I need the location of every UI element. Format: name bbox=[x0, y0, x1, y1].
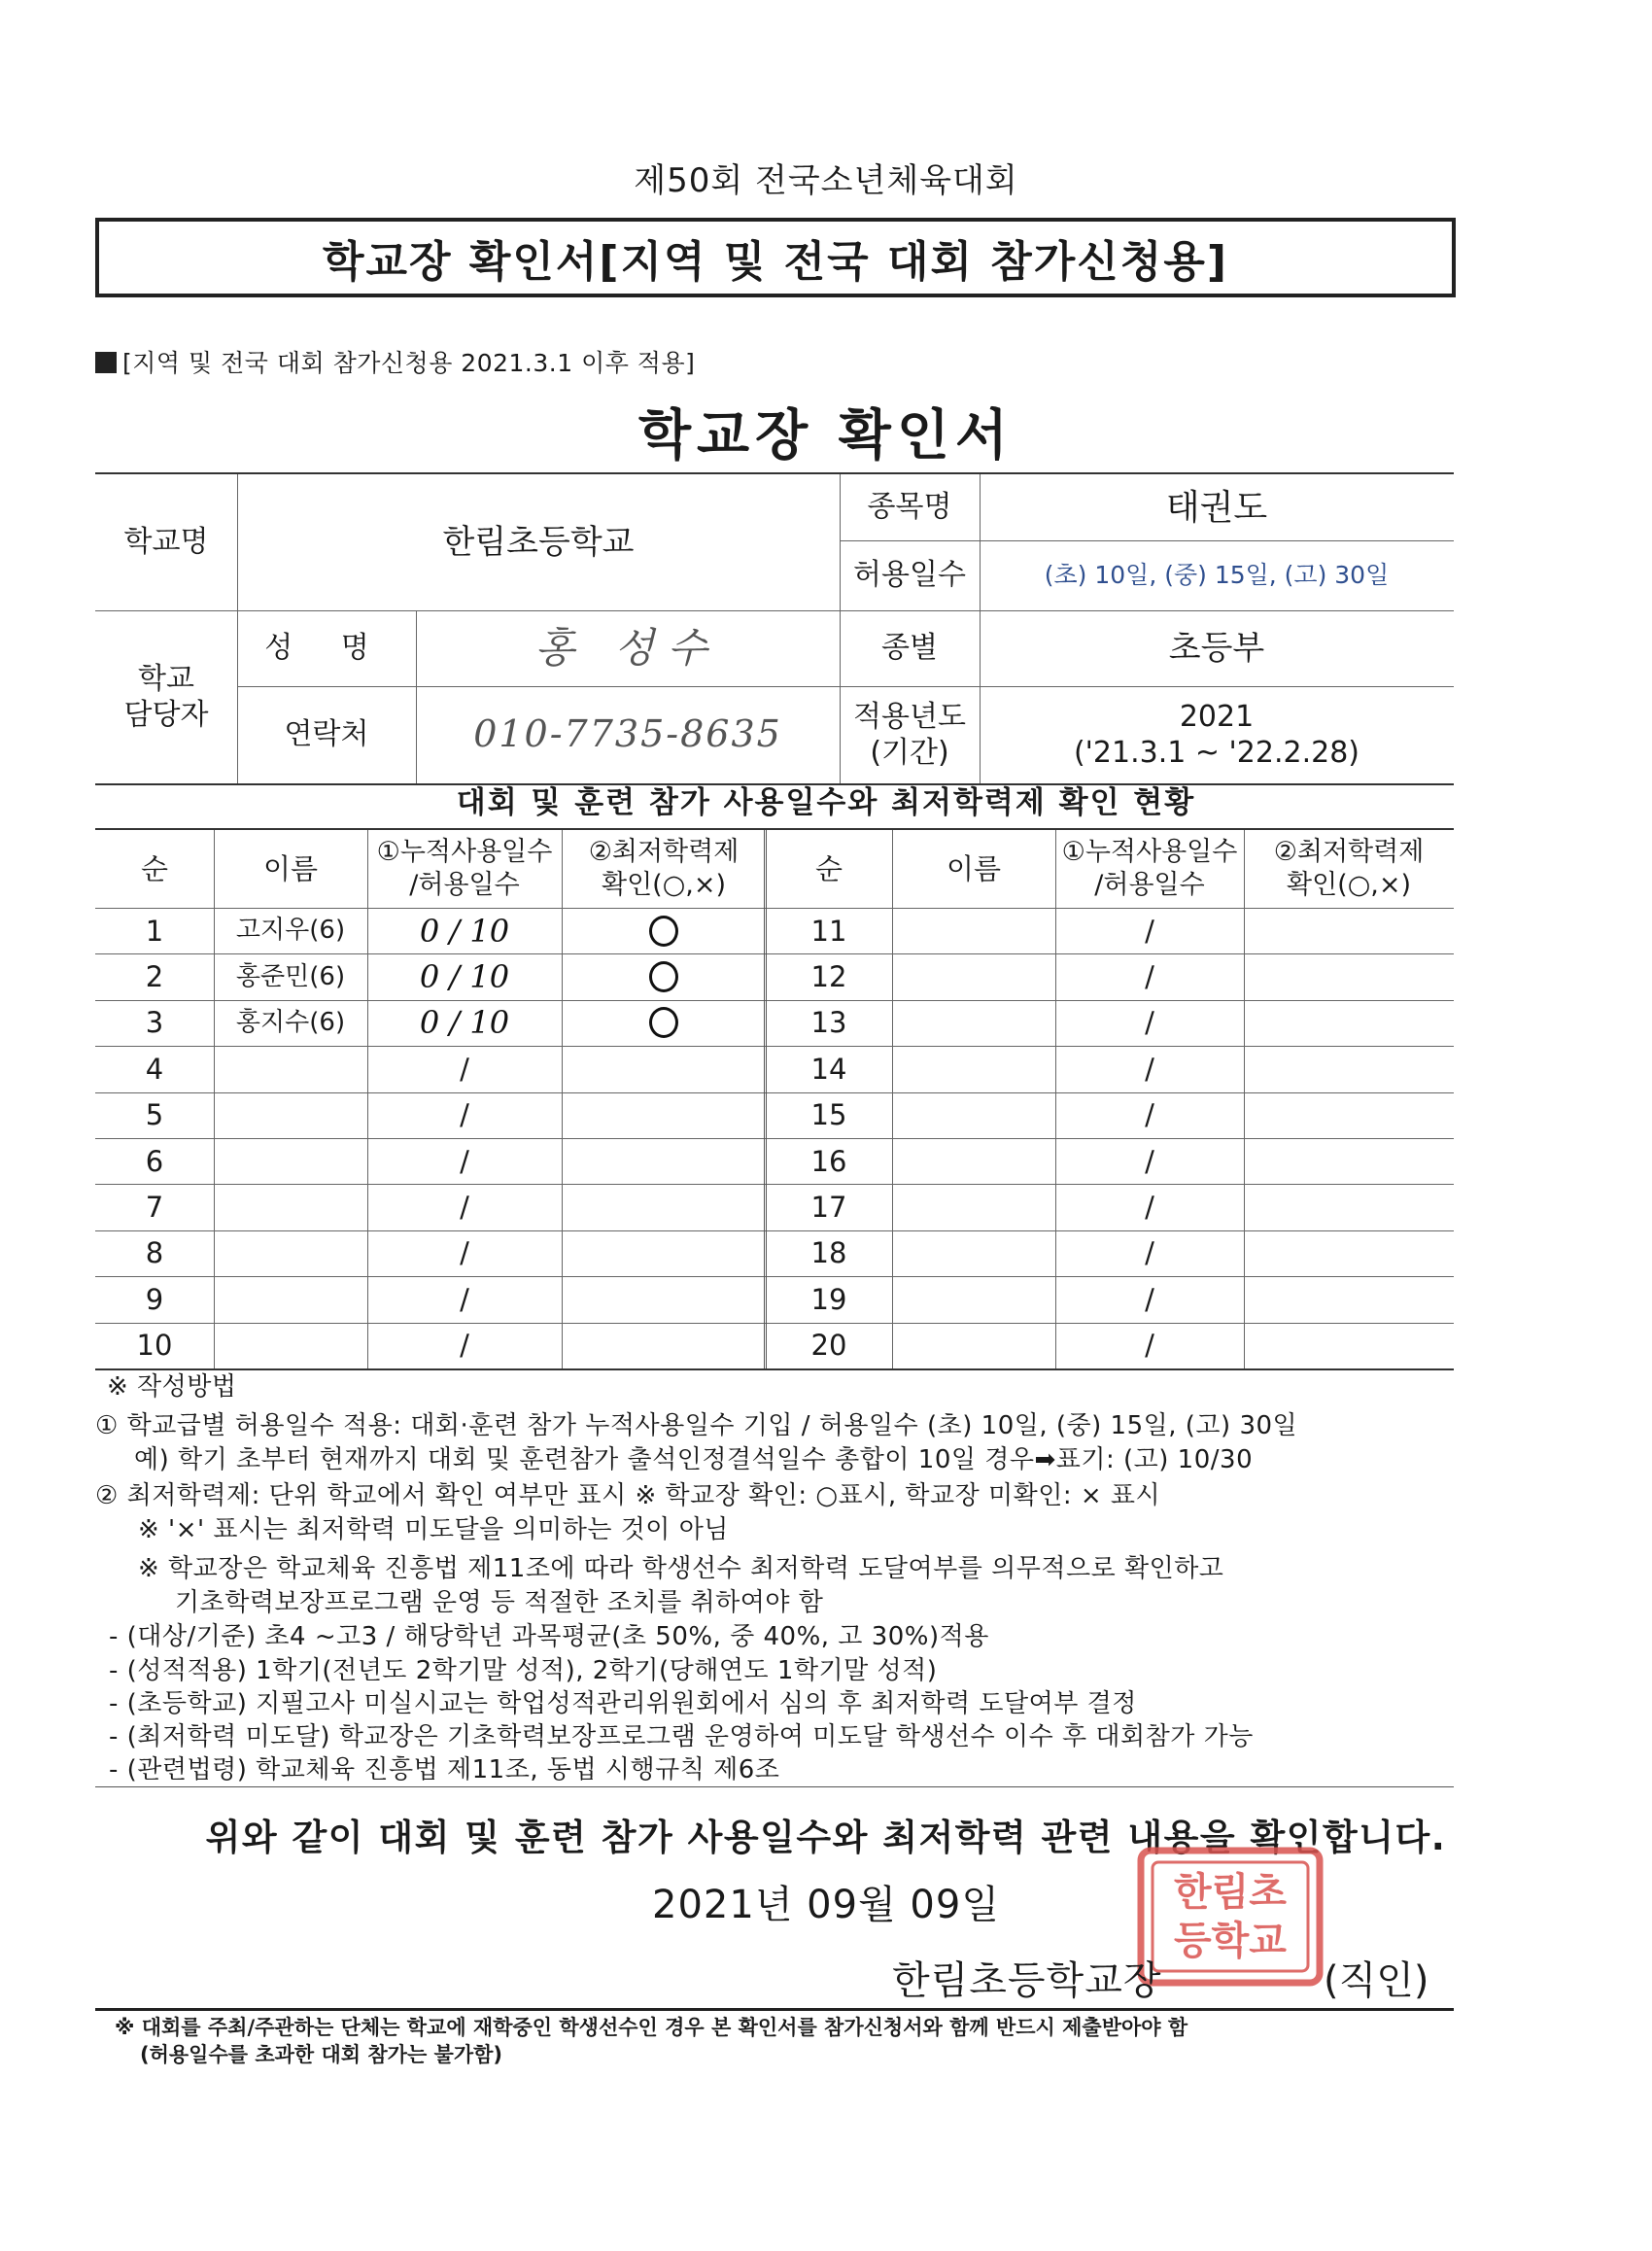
student-name bbox=[892, 1323, 1055, 1368]
minimum-academic-check bbox=[1244, 1092, 1454, 1138]
minimum-academic-check bbox=[562, 1092, 766, 1138]
days-used-allowed: / bbox=[1145, 1144, 1154, 1178]
student-name bbox=[892, 1184, 1055, 1229]
row-number: 12 bbox=[810, 959, 847, 993]
col-check-left-line1: ②최저학력제 bbox=[588, 837, 740, 868]
student-name bbox=[892, 1000, 1055, 1046]
minimum-academic-check bbox=[562, 1323, 766, 1368]
svg-text:등학교: 등학교 bbox=[1174, 1919, 1287, 1963]
row-number: 18 bbox=[810, 1236, 847, 1270]
days-used-allowed: 0 / 10 bbox=[419, 912, 510, 950]
square-bullet-icon bbox=[95, 352, 117, 373]
col-check-left-line2: 확인(○,×) bbox=[602, 870, 726, 900]
row-number: 10 bbox=[136, 1329, 173, 1363]
days-used-allowed: / bbox=[460, 1098, 469, 1132]
minimum-academic-check bbox=[1244, 1138, 1454, 1184]
minimum-academic-check bbox=[562, 1046, 766, 1091]
year-label-line2: (기간) bbox=[870, 736, 949, 770]
days-used-allowed: / bbox=[460, 1329, 469, 1363]
staff-label-line2: 담당자 bbox=[123, 698, 209, 732]
student-name bbox=[214, 1184, 367, 1229]
col-days-left-line1: ①누적사용일수 bbox=[376, 837, 553, 868]
minimum-academic-check bbox=[562, 1184, 766, 1229]
days-used-allowed: / bbox=[1145, 959, 1154, 993]
minimum-academic-check bbox=[1244, 953, 1454, 999]
row-number: 11 bbox=[810, 914, 847, 948]
main-title: 학교장 확인서 bbox=[637, 404, 1015, 468]
student-name: 고지우(6) bbox=[235, 916, 346, 946]
circle-mark-icon bbox=[649, 1007, 678, 1038]
col-name-right: 이름 bbox=[946, 851, 1002, 885]
name-value: 홍 성수 bbox=[534, 623, 721, 672]
instruction-line-11: - (관련법령) 학교체육 진흥법 제11조, 동법 시행규칙 제6조 bbox=[109, 1755, 780, 1784]
student-name bbox=[892, 1138, 1055, 1184]
days-used-allowed: / bbox=[1145, 1329, 1154, 1363]
staff-label bbox=[95, 610, 237, 783]
row-number: 3 bbox=[145, 1006, 164, 1040]
apply-note-text: [지역 및 전국 대회 참가신청용 2021.3.1 이후 적용] bbox=[122, 349, 696, 377]
days-used-allowed: / bbox=[460, 1282, 469, 1316]
days-used-allowed: / bbox=[1145, 1190, 1154, 1224]
document-title-box bbox=[95, 218, 1456, 297]
footer-note bbox=[115, 2014, 1475, 2069]
principal-name: 한림초등학교장 bbox=[892, 1958, 1162, 2003]
days-used-allowed: 0 / 10 bbox=[419, 958, 510, 996]
col-name-left: 이름 bbox=[262, 851, 319, 885]
allowed-days-label: 허용일수 bbox=[853, 558, 966, 593]
allowed-days-value: (초) 10일, (중) 15일, (고) 30일 bbox=[1044, 561, 1390, 590]
minimum-academic-check bbox=[1244, 1184, 1454, 1229]
days-used-allowed: / bbox=[460, 1052, 469, 1086]
minimum-academic-check bbox=[1244, 908, 1454, 953]
row-number: 14 bbox=[810, 1052, 847, 1086]
minimum-academic-check bbox=[562, 953, 766, 999]
row-number: 7 bbox=[145, 1190, 164, 1224]
col-days-right-line1: ①누적사용일수 bbox=[1061, 837, 1238, 868]
row-number: 4 bbox=[145, 1052, 164, 1086]
days-used-allowed: 0 / 10 bbox=[419, 1004, 510, 1042]
row-number: 15 bbox=[810, 1098, 847, 1132]
year-value bbox=[980, 686, 1454, 783]
col-days-right bbox=[1055, 830, 1244, 908]
col-check-left bbox=[562, 830, 766, 908]
col-no-right: 순 bbox=[814, 851, 843, 885]
instruction-line-10: - (최저학력 미도달) 학교장은 기초학력보장프로그램 운영하여 미도달 학생선수 이수 후 대회참가 가능 bbox=[109, 1722, 1254, 1751]
col-check-right bbox=[1244, 830, 1454, 908]
minimum-academic-check bbox=[1244, 1323, 1454, 1368]
row-number: 2 bbox=[145, 959, 164, 993]
student-name bbox=[214, 1323, 367, 1368]
document-title: 학교장 확인서[지역 및 전국 대회 참가신청용] bbox=[323, 237, 1228, 287]
division-value: 초등부 bbox=[1168, 628, 1265, 668]
instruction-line-5: ※ 학교장은 학교체육 진흥법 제11조에 따라 학생선수 최저학력 도달여부를 의무적으로 확인하고 bbox=[138, 1554, 1224, 1583]
student-name bbox=[892, 1230, 1055, 1276]
instruction-line-7: - (대상/기준) 초4 ~고3 / 해당학년 과목평균(초 50%, 중 40%, 고 30%)적용 bbox=[109, 1622, 989, 1651]
name-label: 성 명 bbox=[264, 631, 389, 666]
apply-note bbox=[95, 344, 695, 379]
row-number: 6 bbox=[145, 1144, 164, 1178]
year-label-line1: 적용년도 bbox=[853, 699, 966, 734]
col-days-right-line2: /허용일수 bbox=[1094, 870, 1205, 900]
footer-divider bbox=[95, 2008, 1454, 2011]
student-name: 홍준민(6) bbox=[235, 961, 346, 991]
footer-line-1: ※ 대회를 주최/주관하는 단체는 학교에 재학중인 학생선수인 경우 본 확인서를 참가신청서와 함께 반드시 제출받아야 함 bbox=[115, 2016, 1188, 2039]
year-value-line2: ('21.3.1 ~ '22.2.28) bbox=[1073, 736, 1360, 770]
issue-date: 2021년 09월 09일 bbox=[652, 1883, 1000, 1927]
sport-value: 태권도 bbox=[1165, 487, 1268, 528]
confirmation-statement: 위와 같이 대회 및 훈련 참가 사용일수와 최저학력 관련 내용을 확인합니다. bbox=[205, 1817, 1447, 1858]
days-used-allowed: / bbox=[1145, 1098, 1154, 1132]
row-number: 8 bbox=[145, 1236, 164, 1270]
row-number: 19 bbox=[810, 1282, 847, 1316]
instruction-line-4: ※ '×' 표시는 최저학력 미도달을 의미하는 것이 아님 bbox=[138, 1515, 729, 1544]
student-name bbox=[214, 1092, 367, 1138]
student-name bbox=[214, 1046, 367, 1091]
division-label: 종별 bbox=[881, 631, 938, 666]
minimum-academic-check bbox=[1244, 1276, 1454, 1322]
instructions-heading: ※ 작성방법 bbox=[107, 1372, 237, 1402]
days-used-allowed: / bbox=[460, 1144, 469, 1178]
student-name bbox=[892, 953, 1055, 999]
instruction-line-2: 예) 학기 초부터 현재까지 대회 및 훈련참가 출석인정결석일수 총합이 10일 경우➡표기: (고) 10/30 bbox=[134, 1445, 1254, 1474]
student-name bbox=[892, 1046, 1055, 1091]
row-number: 13 bbox=[810, 1006, 847, 1040]
event-name: 제50회 전국소년체육대회 bbox=[634, 161, 1018, 200]
divider bbox=[95, 1786, 1454, 1787]
minimum-academic-check bbox=[562, 1138, 766, 1184]
row-number: 9 bbox=[145, 1282, 164, 1316]
footer-line-2: (허용일수를 초과한 대회 참가는 불가함) bbox=[140, 2043, 503, 2067]
minimum-academic-check bbox=[562, 1000, 766, 1046]
status-title: 대회 및 훈련 참가 사용일수와 최저학력제 확인 현황 bbox=[456, 785, 1196, 820]
student-name bbox=[892, 1092, 1055, 1138]
info-table bbox=[95, 472, 1454, 785]
instruction-line-9: - (초등학교) 지필고사 미실시교는 학업성적관리위원회에서 심의 후 최저학력 도달여부 결정 bbox=[109, 1689, 1137, 1718]
days-used-allowed: / bbox=[460, 1190, 469, 1224]
minimum-academic-check bbox=[562, 1276, 766, 1322]
contact-label: 연락처 bbox=[284, 717, 369, 752]
col-check-right-line2: 확인(○,×) bbox=[1287, 870, 1411, 900]
student-name bbox=[214, 1230, 367, 1276]
row-number: 17 bbox=[810, 1190, 847, 1224]
staff-label-line1: 학교 bbox=[138, 661, 194, 696]
minimum-academic-check bbox=[562, 908, 766, 953]
row-number: 5 bbox=[145, 1098, 164, 1132]
seal-stamp-icon bbox=[1133, 1845, 1327, 1989]
minimum-academic-check bbox=[1244, 1000, 1454, 1046]
col-days-left bbox=[367, 830, 562, 908]
contact-value: 010-7735-8635 bbox=[473, 712, 782, 756]
circle-mark-icon bbox=[649, 916, 678, 947]
days-used-allowed: / bbox=[1145, 1052, 1154, 1086]
year-label bbox=[840, 686, 980, 783]
instruction-line-6: 기초학력보장프로그램 운영 등 적절한 조치를 취하여야 함 bbox=[175, 1588, 824, 1617]
days-used-allowed: / bbox=[1145, 1236, 1154, 1270]
minimum-academic-check bbox=[1244, 1046, 1454, 1091]
days-used-allowed: / bbox=[1145, 1006, 1154, 1040]
days-used-allowed: / bbox=[460, 1236, 469, 1270]
student-name: 홍지수(6) bbox=[235, 1008, 346, 1038]
instruction-line-1: ① 학교급별 허용일수 적용: 대회·훈련 참가 누적사용일수 기입 / 허용일수 (초) 10일, (중) 15일, (고) 30일 bbox=[95, 1411, 1298, 1440]
minimum-academic-check bbox=[1244, 1230, 1454, 1276]
sport-label: 종목명 bbox=[867, 490, 952, 525]
student-name bbox=[214, 1138, 367, 1184]
instruction-line-8: - (성적적용) 1학기(전년도 2학기말 성적), 2학기(당해연도 1학기말 성적) bbox=[109, 1656, 938, 1685]
row-number: 20 bbox=[810, 1329, 847, 1363]
row-number: 1 bbox=[145, 914, 164, 948]
year-value-line1: 2021 bbox=[1179, 699, 1255, 734]
days-used-allowed: / bbox=[1145, 914, 1154, 948]
svg-text:한림초: 한림초 bbox=[1174, 1870, 1287, 1915]
school-label: 학교명 bbox=[123, 525, 209, 560]
col-no-left: 순 bbox=[140, 851, 168, 885]
student-name bbox=[892, 908, 1055, 953]
col-check-right-line1: ②최저학력제 bbox=[1273, 837, 1425, 868]
minimum-academic-check bbox=[562, 1230, 766, 1276]
student-name bbox=[214, 1276, 367, 1322]
instruction-line-3: ② 최저학력제: 단위 학교에서 확인 여부만 표시 ※ 학교장 확인: ○표시, 학교장 미확인: × 표시 bbox=[95, 1481, 1161, 1510]
school-value: 한림초등학교 bbox=[442, 522, 635, 562]
row-number: 16 bbox=[810, 1144, 847, 1178]
days-used-allowed: / bbox=[1145, 1282, 1154, 1316]
col-days-left-line2: /허용일수 bbox=[409, 870, 520, 900]
circle-mark-icon bbox=[649, 961, 678, 992]
status-table bbox=[95, 828, 1454, 1370]
seal-label: (직인) bbox=[1324, 1958, 1429, 2003]
student-name bbox=[892, 1276, 1055, 1322]
